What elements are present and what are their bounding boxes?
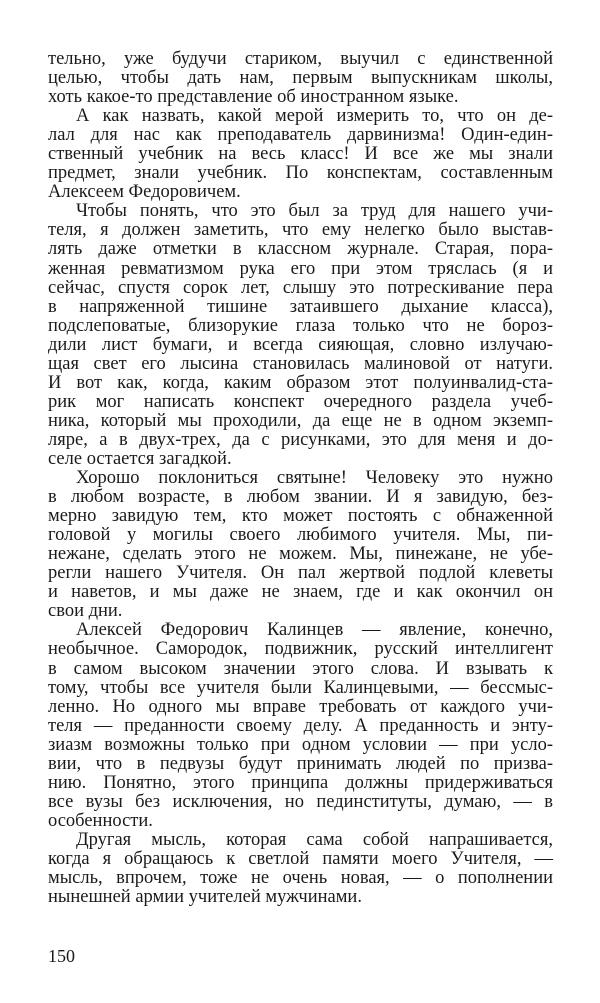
- text-line: в самом высоком значении этого слова. И взывать к: [48, 658, 553, 679]
- text-line: хоть какое-то представление об иностранном языке.: [48, 87, 459, 108]
- text-line: дили лист бумаги, и всегда сияющая, словно излучаю-: [48, 334, 553, 355]
- text-line: подслеповатые, близорукие глаза только что не бороз-: [48, 315, 553, 336]
- text-line: особенности.: [48, 810, 153, 831]
- text-line: ляре, а в двух-трех, да с рисунками, это для меня и до-: [48, 429, 553, 450]
- text-line: целью, чтобы дать нам, первым выпускникам школы,: [48, 68, 553, 89]
- text-line: теля, я должен заметить, что ему нелегко было выстав-: [48, 220, 553, 241]
- text-line: в любом возрасте, в любом звании. И я завидую, без-: [48, 487, 553, 508]
- text-line: предмет, знали учебник. По конспектам, составленным: [48, 163, 553, 184]
- text-line: головой у могилы своего любимого учителя. Мы, пи-: [48, 525, 553, 546]
- paragraph: [48, 831, 553, 907]
- text-line: в напряженной тишине затаившего дыхание класса),: [48, 296, 553, 317]
- paragraph: [48, 621, 553, 831]
- text-line: нию. Понятно, этого принципа должны придерживаться: [48, 772, 553, 793]
- paragraph: [48, 202, 553, 469]
- paragraph: [48, 107, 553, 202]
- page-number: 150: [48, 946, 75, 966]
- text-line: свои дни.: [48, 601, 123, 622]
- text-line: зиазм возможны только при одном условии — при усло-: [48, 734, 553, 755]
- text-line: селе остается загадкой.: [48, 448, 232, 469]
- text-line: теля — преданности своему делу. А преданность и энту-: [48, 715, 553, 736]
- text-line: Алексей Федорович Калинцев — явление, конечно,: [76, 620, 553, 641]
- text-line: И вот как, когда, каким образом этот полуинвалид-ста-: [48, 372, 553, 393]
- text-line: Другая мысль, которая сама собой напрашивается,: [76, 829, 553, 850]
- text-line: когда я обращаюсь к светлой памяти моего Учителя, —: [48, 848, 553, 869]
- paragraph: [48, 469, 553, 621]
- text-line: мерно завидую тем, кто может постоять с обнаженной: [48, 506, 553, 527]
- text-line: Чтобы понять, что это был за труд для нашего учи-: [76, 201, 553, 222]
- text-line: ленно. Но одного мы вправе требовать от каждого учи-: [48, 696, 553, 717]
- text-line: женная ревматизмом рука его при этом тряслась (я и: [48, 258, 553, 279]
- paragraph: [48, 50, 553, 107]
- text-line: и наветов, и мы даже не знаем, где и как окончил он: [48, 582, 553, 603]
- text-line: рик мог написать конспект очередного раздела учеб-: [48, 391, 553, 412]
- book-page-text: [48, 50, 553, 907]
- text-line: все вузы без исключения, но пединституты, думаю, — в: [48, 791, 553, 812]
- text-line: ника, который мы проходили, да еще не в одном экземп-: [48, 410, 553, 431]
- text-line: необычное. Самородок, подвижник, русский интеллигент: [48, 639, 553, 660]
- text-line: нежане, сделать этого не можем. Мы, пинежане, не убе-: [48, 544, 553, 565]
- text-line: Хорошо поклониться святыне! Человеку это нужно: [76, 468, 553, 489]
- text-line: регли нашего Учителя. Он пал жертвой подлой клеветы: [48, 563, 553, 584]
- text-line: тельно, уже будучи стариком, выучил с единственной: [48, 49, 553, 69]
- text-line: тому, чтобы все учителя были Калинцевыми, — бессмыс-: [48, 677, 553, 698]
- text-line: сейчас, спустя сорок лет, слышу это потрескивание пера: [48, 277, 553, 298]
- text-line: мысль, впрочем, тоже не очень новая, — о пополнении: [48, 868, 553, 889]
- text-line: А как назвать, какой мерой измерить то, что он де-: [76, 106, 553, 127]
- text-line: вии, что в педвузы будут принимать людей по призва-: [48, 753, 553, 774]
- text-line: лять даже отметки в классном журнале. Старая, пора-: [48, 239, 553, 260]
- text-line: Алексеем Федоровичем.: [48, 182, 241, 203]
- text-line: щая свет его лысина становилась малиновой от натуги.: [48, 353, 553, 374]
- text-line: лал для нас как преподаватель дарвинизма! Один-един-: [48, 125, 553, 146]
- text-line: ственный учебник на весь класс! И все же мы знали: [48, 144, 553, 165]
- text-line: нынешней армии учителей мужчинами.: [48, 887, 362, 908]
